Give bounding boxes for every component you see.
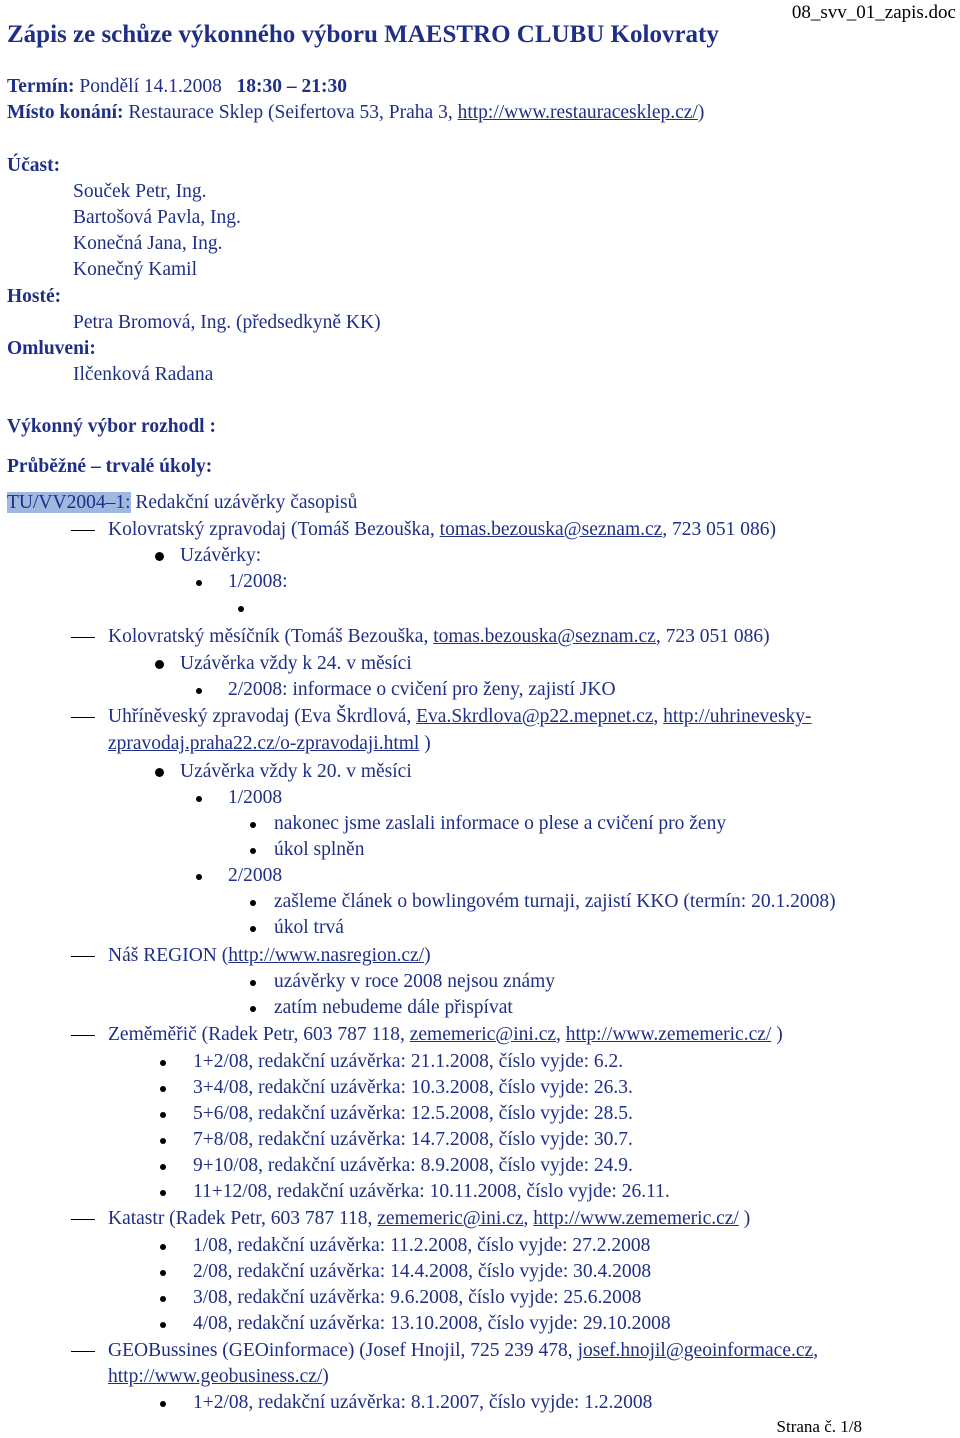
misto-label: Místo konání: [7, 102, 124, 123]
list-item: Kolovratský zpravodaj (Tomáš Bezouška, tomas.bezouska@seznam.cz, 723 051 086) [108, 519, 777, 540]
bullet-marker [160, 1190, 166, 1196]
email-link[interactable]: tomas.bezouska@seznam.cz [439, 519, 663, 540]
attendee: Konečná Jana, Ing. [73, 233, 223, 254]
list-item: nakonec jsme zaslali informace o plese a cvičení pro ženy [274, 813, 727, 834]
list-item: Zeměměřič (Radek Petr, 603 787 118, zememeric@ini.cz, http://www.zememeric.cz/ ) [108, 1024, 783, 1045]
web-link[interactable]: http://www.zememeric.cz/ [533, 1208, 739, 1229]
bullet-marker [250, 900, 256, 906]
list-item: Uzávěrky: [180, 545, 262, 566]
bullet-marker [160, 1401, 166, 1407]
web-link[interactable]: http://www.zememeric.cz/ [565, 1024, 772, 1045]
task-id: TU/VV2004–1: [7, 492, 131, 513]
list-item-continuation: http://www.geobusiness.cz/) [108, 1366, 329, 1387]
attendee: Souček Petr, Ing. [73, 181, 207, 202]
bullet-marker [160, 1060, 166, 1066]
list-item: Kolovratský měsíčník (Tomáš Bezouška, tomas.bezouska@seznam.cz, 723 051 086) [108, 626, 770, 647]
attendee: Konečný Kamil [73, 259, 198, 280]
web-link[interactable]: http://www.geobusiness.cz/ [108, 1366, 323, 1387]
misto-value: Restaurace Sklep (Seifertova 53, Praha 3, [128, 102, 458, 123]
list-item: 11+12/08, redakční uzávěrka: 10.11.2008, číslo vyjde: 26.11. [193, 1181, 670, 1202]
list-item: 3+4/08, redakční uzávěrka: 10.3.2008, číslo vyjde: 26.3. [193, 1077, 633, 1098]
list-item-continuation: zpravodaj.praha22.cz/o-zpravodaji.html ) [108, 733, 431, 754]
termin-label: Termín: [7, 76, 75, 97]
hoste-label: Hosté: [7, 286, 62, 307]
email-link[interactable]: tomas.bezouska@seznam.cz [433, 626, 656, 647]
list-item: Náš REGION (http://www.nasregion.cz/) [108, 945, 431, 966]
bullet-marker [250, 1006, 256, 1012]
meeting-place: Místo konání: Restaurace Sklep (Seifertova 53, Praha 3, http://www.restauracesklep.cz/) [7, 102, 705, 123]
list-item: 5+6/08, redakční uzávěrka: 12.5.2008, číslo vyjde: 28.5. [193, 1103, 633, 1124]
task-line [7, 490, 357, 516]
list-item: 3/08, redakční uzávěrka: 9.6.2008, číslo vyjde: 25.6.2008 [193, 1287, 642, 1308]
attendee: Bartošová Pavla, Ing. [73, 207, 241, 228]
bullet-marker [160, 1322, 166, 1328]
bullet-marker [155, 552, 164, 561]
guest: Petra Bromová, Ing. (předsedkyně KK) [73, 312, 381, 333]
list-item: 1/08, redakční uzávěrka: 11.2.2008, číslo vyjde: 27.2.2008 [193, 1235, 651, 1256]
vv-heading: Výkonný výbor rozhodl : [7, 416, 216, 437]
excused-person: Ilčenková Radana [73, 364, 214, 385]
dash-marker [71, 956, 95, 957]
document-title: Zápis ze schůze výkonného výboru MAESTRO CLUBU Kolovraty [7, 21, 719, 48]
web-link[interactable]: http://uhrinevesky- [663, 706, 812, 727]
list-item: Uzávěrka vždy k 24. v měsíci [180, 653, 412, 674]
list-item: 1/2008: [228, 571, 288, 592]
bullet-marker [250, 848, 256, 854]
dash-marker [71, 530, 95, 531]
email-link[interactable]: zememeric@ini.cz [377, 1208, 524, 1229]
list-item: 2/08, redakční uzávěrka: 14.4.2008, číslo vyjde: 30.4.2008 [193, 1261, 652, 1282]
dash-marker [71, 1351, 95, 1352]
bullet-marker [196, 688, 202, 694]
termin-value: Pondělí 14.1.2008 [79, 76, 222, 97]
list-item: Uzávěrka vždy k 20. v měsíci [180, 761, 412, 782]
bullet-marker [196, 796, 202, 802]
list-item: úkol trvá [274, 917, 344, 938]
web-link[interactable]: http://www.nasregion.cz/ [228, 945, 425, 966]
bullet-marker [160, 1270, 166, 1276]
bullet-marker [196, 874, 202, 880]
list-item: GEOBussines (GEOinformace) (Josef Hnojil, 725 239 478, josef.hnojil@geoinformace.cz, [108, 1340, 819, 1361]
list-item: zatím nebudeme dále přispívat [274, 997, 513, 1018]
list-item: úkol splněn [274, 839, 365, 860]
list-item: 2/2008 [228, 865, 283, 886]
bullet-marker [238, 606, 244, 612]
email-link[interactable]: zememeric@ini.cz [409, 1024, 556, 1045]
bullet-marker [155, 768, 164, 777]
restaurant-link[interactable]: http://www.restauracesklep.cz/ [457, 102, 698, 123]
bullet-marker [250, 926, 256, 932]
bullet-marker [155, 660, 164, 669]
bullet-marker [160, 1164, 166, 1170]
list-item: 1+2/08, redakční uzávěrka: 8.1.2007, číslo vyjde: 1.2.2008 [193, 1392, 653, 1413]
email-link[interactable]: Eva.Skrdlova@p22.mepnet.cz [416, 706, 654, 727]
task-text: Redakční uzávěrky časopisů [130, 492, 358, 513]
list-item: Katastr (Radek Petr, 603 787 118, zememeric@ini.cz, http://www.zememeric.cz/ ) [108, 1208, 751, 1229]
ucast-label: Účast: [7, 155, 61, 176]
list-item: 7+8/08, redakční uzávěrka: 14.7.2008, číslo vyjde: 30.7. [193, 1129, 633, 1150]
web-link[interactable]: zpravodaj.praha22.cz/o-zpravodaji.html [108, 733, 420, 754]
list-item: 1/2008 [228, 787, 283, 808]
bullet-marker [250, 822, 256, 828]
page-number: Strana č. 1/8 [776, 1417, 862, 1436]
list-item: 9+10/08, redakční uzávěrka: 8.9.2008, číslo vyjde: 24.9. [193, 1155, 633, 1176]
bullet-marker [160, 1138, 166, 1144]
bullet-marker [160, 1086, 166, 1092]
dash-marker [71, 1219, 95, 1220]
termin-time: 18:30 – 21:30 [236, 76, 347, 97]
bullet-marker [160, 1244, 166, 1250]
ukoly-heading: Průběžné – trvalé úkoly: [7, 456, 213, 477]
bullet-marker [196, 580, 202, 586]
list-item: 2/2008: informace o cvičení pro ženy, zajistí JKO [228, 679, 616, 700]
dash-marker [71, 1035, 95, 1036]
list-item: 4/08, redakční uzávěrka: 13.10.2008, číslo vyjde: 29.10.2008 [193, 1313, 671, 1334]
email-link[interactable]: josef.hnojil@geoinformace.cz [577, 1340, 814, 1361]
list-item: 1+2/08, redakční uzávěrka: 21.1.2008, číslo vyjde: 6.2. [193, 1051, 624, 1072]
list-item: Uhříněveský zpravodaj (Eva Škrdlová, Eva.Skrdlova@p22.mepnet.cz, http://uhrinevesky- [108, 706, 812, 727]
document-filename: 08_svv_01_zapis.doc [791, 2, 956, 23]
meeting-date [7, 74, 347, 100]
omluveni-label: Omluveni: [7, 338, 96, 359]
dash-marker [71, 637, 95, 638]
dash-marker [71, 717, 95, 718]
bullet-marker [160, 1296, 166, 1302]
bullet-marker [160, 1112, 166, 1118]
list-item: zašleme článek o bowlingovém turnaji, zajistí KKO (termín: 20.1.2008) [274, 891, 836, 912]
list-item: uzávěrky v roce 2008 nejsou známy [274, 971, 556, 992]
bullet-marker [250, 980, 256, 986]
